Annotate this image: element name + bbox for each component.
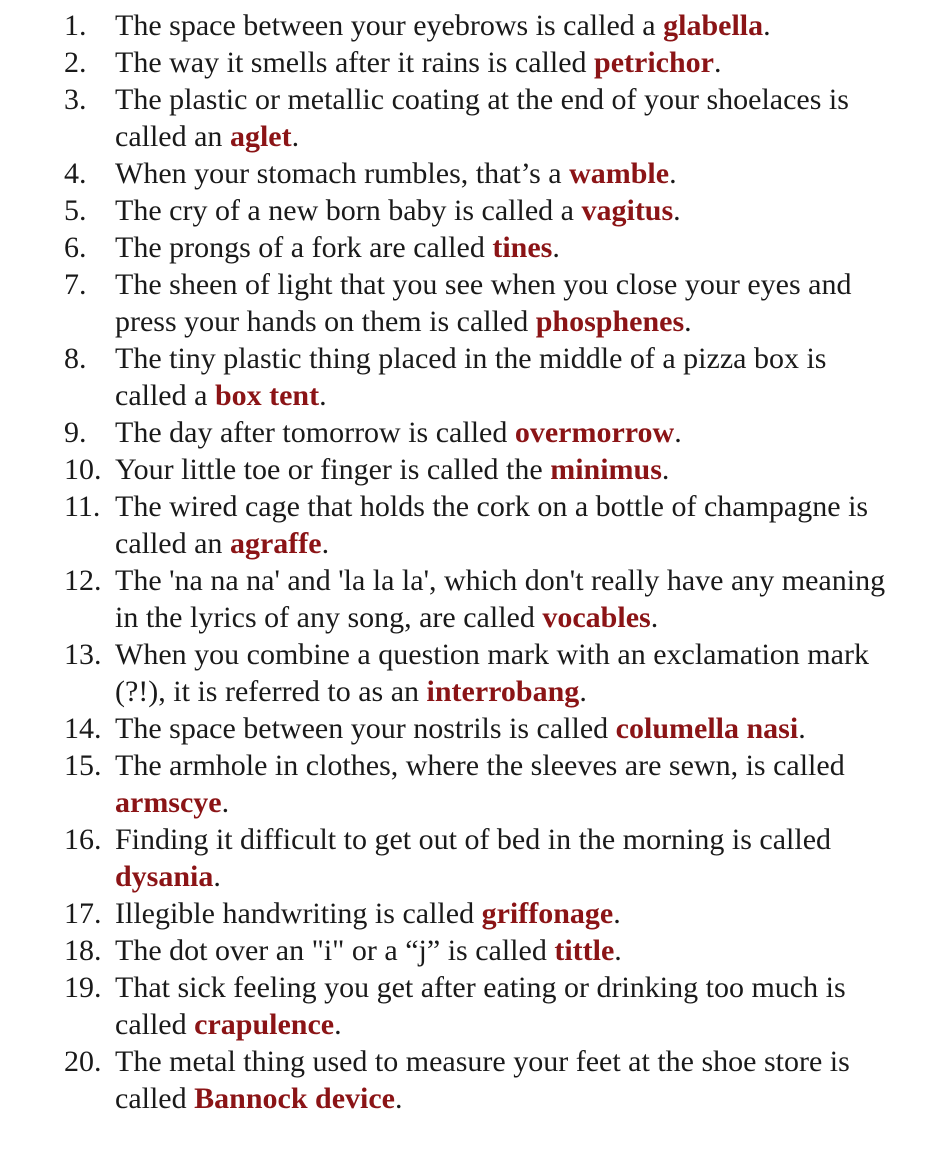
- fact-text-before: The plastic or metallic coating at the end of your shoelaces is called an: [115, 83, 849, 153]
- fact-term: crapulence: [194, 1008, 335, 1041]
- fact-text: [115, 266, 905, 340]
- fact-number: 15.: [64, 749, 102, 782]
- fact-number: 2.: [64, 46, 87, 79]
- fact-item-3: [0, 81, 929, 155]
- fact-number: 8.: [64, 342, 87, 375]
- fact-term: phosphenes: [535, 305, 685, 338]
- fact-text: [115, 340, 905, 414]
- fact-text-before: The wired cage that holds the cork on a bottle of champagne is called an: [115, 490, 869, 560]
- fact-number: 18.: [64, 934, 102, 967]
- fact-text: [115, 229, 905, 266]
- fact-term: aglet: [229, 120, 292, 153]
- fact-text: [115, 636, 905, 710]
- fact-term: overmorrow: [514, 416, 675, 449]
- fact-number: 5.: [64, 194, 87, 227]
- fact-text-after: .: [394, 1082, 403, 1115]
- fact-number: 7.: [64, 268, 87, 301]
- fact-item-15: [0, 747, 929, 821]
- fact-text: [115, 192, 905, 229]
- fact-term: interrobang: [426, 675, 580, 708]
- fact-term: columella nasi: [615, 712, 799, 745]
- fact-text: [115, 562, 905, 636]
- fact-text: [115, 451, 905, 488]
- fact-item-16: [0, 821, 929, 895]
- fact-term: tines: [492, 231, 553, 264]
- fact-text: [115, 7, 905, 44]
- fact-text-before: The space between your eyebrows is called a: [115, 9, 664, 42]
- fact-term: wamble: [569, 157, 670, 190]
- fact-number: 13.: [64, 638, 102, 671]
- fact-term: petrichor: [594, 46, 714, 79]
- fact-text-before: The space between your nostrils is called: [115, 712, 616, 745]
- fact-text: [115, 821, 905, 895]
- fact-item-18: [0, 932, 929, 969]
- fact-text-before: When your stomach rumbles, that’s a: [115, 157, 570, 190]
- fact-term: armscye: [115, 786, 222, 819]
- fact-text-after: .: [552, 231, 560, 264]
- fact-item-9: [0, 414, 929, 451]
- fact-number: 14.: [64, 712, 102, 745]
- fact-term: dysania: [115, 860, 214, 893]
- fact-item-17: [0, 895, 929, 932]
- fact-text-before: The 'na na na' and 'la la la', which don't really have any meaning in the lyrics of any song, are called: [115, 564, 886, 634]
- fact-term: glabella: [663, 9, 764, 42]
- fact-text-after: .: [763, 9, 771, 42]
- fact-text-after: .: [579, 675, 587, 708]
- fact-item-14: [0, 710, 929, 747]
- fact-number: 20.: [64, 1045, 102, 1078]
- fact-text-after: .: [334, 1008, 342, 1041]
- fact-item-5: [0, 192, 929, 229]
- fact-text-before: The day after tomorrow is called: [115, 416, 515, 449]
- fact-term: agraffe: [229, 527, 322, 560]
- fact-number: 16.: [64, 823, 102, 856]
- fact-text: [115, 895, 905, 932]
- fact-number: 6.: [64, 231, 87, 264]
- fact-item-20: [0, 1043, 929, 1117]
- fact-text-before: The cry of a new born baby is called a: [115, 194, 582, 227]
- facts-list: [0, 7, 929, 1117]
- fact-text: [115, 969, 905, 1043]
- fact-text: [115, 710, 905, 747]
- fact-number: 4.: [64, 157, 87, 190]
- fact-term: minimus: [550, 453, 662, 486]
- fact-text-before: Illegible handwriting is called: [115, 897, 482, 930]
- fact-text-after: .: [798, 712, 806, 745]
- fact-term: vocables: [542, 601, 651, 634]
- fact-text-after: .: [684, 305, 692, 338]
- fact-text: [115, 747, 905, 821]
- fact-item-13: [0, 636, 929, 710]
- fact-text: [115, 414, 905, 451]
- fact-text-before: Finding it difficult to get out of bed in the morning is called: [115, 823, 832, 856]
- fact-text: [115, 81, 905, 155]
- fact-text: [115, 1043, 905, 1117]
- fact-text-after: .: [650, 601, 659, 634]
- fact-text-after: .: [319, 379, 327, 412]
- fact-item-2: [0, 44, 929, 81]
- fact-number: 1.: [64, 9, 87, 42]
- fact-item-19: [0, 969, 929, 1043]
- fact-text-after: .: [673, 194, 681, 227]
- fact-term: griffonage: [481, 897, 614, 930]
- fact-term: Bannock device: [194, 1082, 395, 1115]
- fact-text-after: .: [661, 453, 670, 486]
- fact-number: 17.: [64, 897, 102, 930]
- fact-text-before: The sheen of light that you see when you close your eyes and press your hands on them is called: [115, 268, 852, 338]
- fact-text-after: .: [321, 527, 330, 560]
- fact-number: 3.: [64, 83, 87, 116]
- fact-number: 11.: [64, 490, 101, 523]
- fact-number: 19.: [64, 971, 102, 1004]
- fact-term: box tent: [214, 379, 320, 412]
- fact-text-before: The dot over an "i" or a “j” is called: [115, 934, 555, 967]
- fact-text-before: The way it smells after it rains is called: [115, 46, 595, 79]
- fact-text-after: .: [221, 786, 230, 819]
- fact-text-before: The armhole in clothes, where the sleeves are sewn, is called: [115, 749, 845, 782]
- fact-text-before: That sick feeling you get after eating or drinking too much is called: [115, 971, 846, 1041]
- fact-number: 10.: [64, 453, 102, 486]
- fact-text-after: .: [291, 120, 300, 153]
- fact-text-after: .: [613, 897, 621, 930]
- fact-item-4: [0, 155, 929, 192]
- fact-text-before: Your little toe or finger is called the: [115, 453, 551, 486]
- fact-text-after: .: [213, 860, 221, 893]
- fact-number: 12.: [64, 564, 102, 597]
- fact-text: [115, 44, 905, 81]
- fact-text-before: The prongs of a fork are called: [115, 231, 493, 264]
- fact-text-after: .: [714, 46, 722, 79]
- fact-text-after: .: [669, 157, 677, 190]
- fact-text: [115, 932, 905, 969]
- fact-text-before: When you combine a question mark with an exclamation mark (?!), it is referred to as an: [115, 638, 869, 708]
- fact-item-10: [0, 451, 929, 488]
- facts-document: [0, 7, 929, 1117]
- fact-item-7: [0, 266, 929, 340]
- fact-text-after: .: [614, 934, 622, 967]
- fact-text-before: The tiny plastic thing placed in the middle of a pizza box is called a: [115, 342, 827, 412]
- fact-text-before: The metal thing used to measure your feet at the shoe store is called: [115, 1045, 850, 1115]
- fact-term: vagitus: [581, 194, 674, 227]
- fact-text: [115, 155, 905, 192]
- fact-text-after: .: [674, 416, 682, 449]
- fact-item-11: [0, 488, 929, 562]
- fact-text: [115, 488, 905, 562]
- fact-item-8: [0, 340, 929, 414]
- fact-item-6: [0, 229, 929, 266]
- fact-term: tittle: [554, 934, 615, 967]
- fact-item-12: [0, 562, 929, 636]
- fact-number: 9.: [64, 416, 87, 449]
- fact-item-1: [0, 7, 929, 44]
